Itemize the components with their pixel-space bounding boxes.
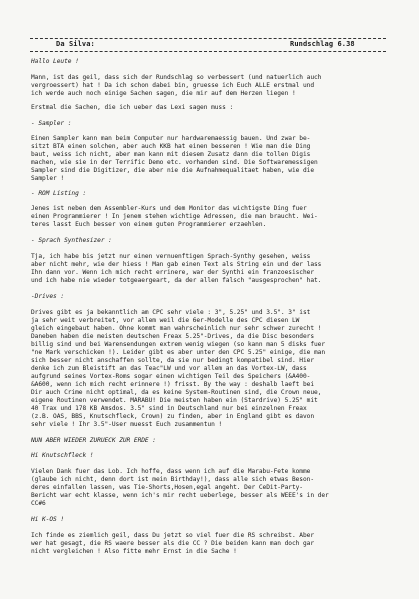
body-line: ja sehr weit verbreitet, vor allem weil die 6er-Modelle des CPC diesen LW <box>31 317 300 324</box>
column-heading: Rundschlag 6.38 <box>290 40 355 48</box>
body-line: vergroessert) hat ! Da ich schon dabei bin, gruesse ich Euch ALLE erstmal und <box>31 82 314 89</box>
body-line: wer hat gesagt, die RS waere besser als die CC ? Die beiden kann man doch gar <box>31 540 314 547</box>
body-line: Sampler ! <box>31 175 65 182</box>
body-line: 40 Trax und 178 KB Amsdos. 3.5" sind in Deutschland nur bei einzelnen Freax <box>31 405 307 412</box>
body-line: &A600, wenn ich mich recht erinnere !) frisst. By the way : deshalb laeft bei <box>31 381 314 388</box>
section-heading: - Sampler : <box>31 120 72 127</box>
section-heading: Hallo Leute ! <box>31 58 79 65</box>
body-line: (glaube ich nicht, denn dort ist mein Birthday!), dass alle sich etwas Beson- <box>31 476 314 483</box>
body-line: Jenes ist neben dem Assembler-Kurs und dem Monitor das wichtigste Ding fuer <box>31 205 307 212</box>
body-line: Ich finde es ziemlich geil, dass Du jetzt so viel fuer die RS schreibst. Aber <box>31 532 314 539</box>
section-heading: Hi K-OS ! <box>31 516 65 523</box>
body-line: Dir auch Crime nicht optimal, da es keine System-Routinen sind, die Crown neue, <box>31 389 322 396</box>
body-line: machen, wie sie in der Terrific Demo etc. vorhanden sind. Die Softwaremessigen <box>31 159 318 166</box>
body-line: CC#6 <box>31 500 46 507</box>
body-line: (z.B. OAS, BBS, Knutschfleck, Crown) zu finden, aber in England gibt es davon <box>31 413 314 420</box>
body-line: einen Programmierer ! In jenem stehen wichtige Adressen, die man braucht. Wei- <box>31 213 318 220</box>
body-line: gleich eingebaut haben. Ohne kommt man wahrscheinlich nur sehr schwer zurecht ! <box>31 325 322 332</box>
body-line: Erstmal die Sachen, die ich ueber das Lexi sagen muss : <box>31 104 234 111</box>
header-bottom-rule <box>30 51 386 52</box>
body-line: und ich habe nie wieder totgeaergeart, da der allen falsch "ausgesprochen" hat. <box>31 277 322 284</box>
body-line: Drives gibt es ja bekanntlich am CPC sehr viele : 3", 5.25" und 3.5". 3" ist <box>31 309 311 316</box>
body-line: Mann, ist das geil, dass sich der Rundschlag so verbessert (und natuerlich auch <box>31 74 322 81</box>
body-line: Ihn dann vor. Wenn ich mich recht errinere, war der Synthi ein franzoesischer <box>31 269 314 276</box>
body-line: nicht vergleichen ! Also fitte mehr Ernst in die Sache ! <box>31 548 237 555</box>
body-line: Tja, ich habe bis jetzt nur einen vernuenftigen Sprach-Synthy gesehen, weiss <box>31 253 311 260</box>
body-line: Vielen Dank fuer das Lob. Ich hoffe, dass wenn ich auf die Marabu-Fete komme <box>31 468 311 475</box>
section-heading: Hi Knutschfleck ! <box>31 452 94 459</box>
body-line: billig sind und bei Warensendungen extrem wenig wiegen (so kann man 5 disks fuer <box>31 341 326 348</box>
section-heading: -Drives : <box>31 293 65 300</box>
body-line: teres lasst Euch besser von einem guten Programmierer erzaehlen. <box>31 221 267 228</box>
author-heading: Da Silva: <box>56 40 95 48</box>
section-heading: - Sprach Synthesizer : <box>31 237 112 244</box>
body-line: sich besser nicht anschaffen sollte, da sie nur bedingt kompatibel sind. Hier <box>31 357 314 364</box>
body-line: ich werde auch noch einige Sachen sagen, die mir auf dem Herzen liegen ! <box>31 90 296 97</box>
body-line: sitzt BTA einen solchen, aber auch KKB hat einen besseren ! Wie man die Ding <box>31 143 311 150</box>
body-line: "ne Mark verschicken !). Leider gibt es aber unter den CPC 5.25" einige, die man <box>31 349 326 356</box>
body-line: eigene Routinen verwendet. MARABU! Die meisten haben ein (Stardrive) 5.25" mit <box>31 397 318 404</box>
body-line: denke ich zum Bleistift an das Teac"LW und vor allem an das Vortex-LW, dass <box>31 365 307 372</box>
body-line: aufgrund seines Vortex-Roms sogar einen wichtigen Teil des Speichers (&A400- <box>31 373 311 380</box>
body-line: sehr viele ! Ihr 3.5"-User muesst Euch zusammentun ! <box>31 421 223 428</box>
section-heading: NUN ABER WIEDER ZURUECK ZUR ERDE : <box>31 437 156 444</box>
body-line: Bericht war echt klasse, wenn ich's mir recht ueberlege, besser als WEEE's in der <box>31 492 329 499</box>
body-line: baut, weiss ich nicht, aber man kann mit diesem Zusatz dann die tollen Digis <box>31 151 311 158</box>
section-heading: - ROM Listing : <box>31 190 87 197</box>
body-line: deres einfallen lassen, was Tie-Shorts,Hosen,egal angeht. Der CeDit-Party- <box>31 484 303 491</box>
body-line: aber nicht mehr, wie der hiess ! Man gab einen Text als String ein und der lass <box>31 261 322 268</box>
body-line: Sampler sind die Digitizer, die aber nie die Aufnahmequalitaet haben, wie die <box>31 167 314 174</box>
header-top-rule <box>30 38 386 39</box>
body-line: Einen Sampler kann man beim Computer nur hardwaremaessig bauen. Und zwar be- <box>31 135 311 142</box>
body-line: Daneben haben die meisten deutschen Freax 5.25"-Drives, da die Disc besonders <box>31 333 314 340</box>
